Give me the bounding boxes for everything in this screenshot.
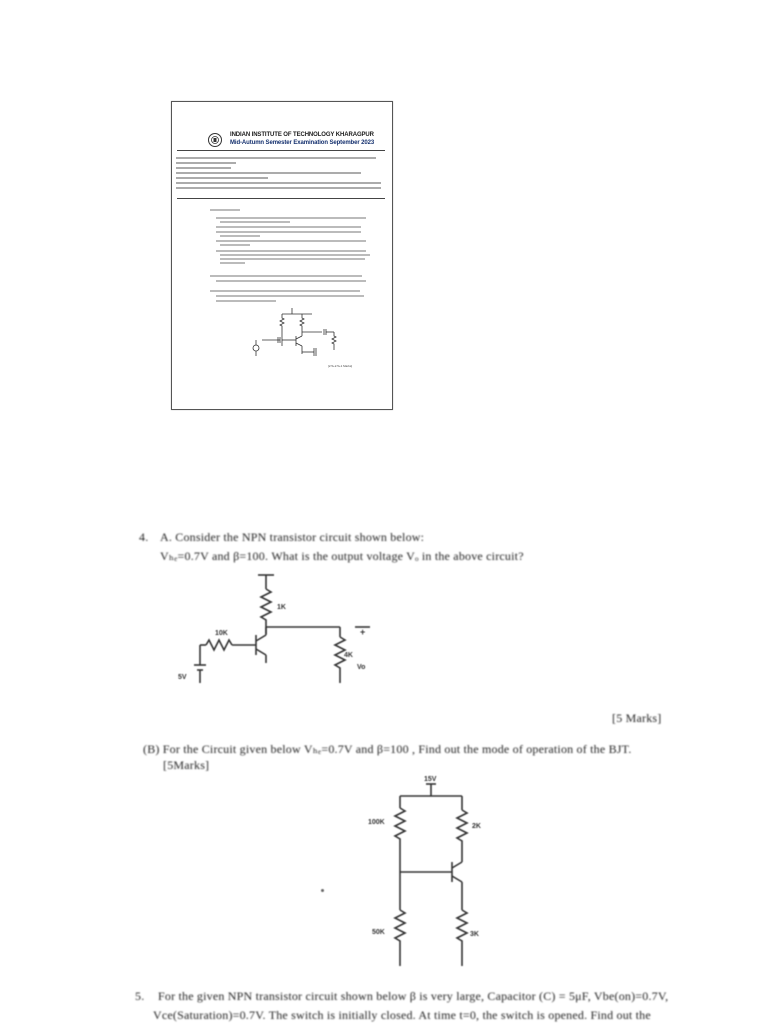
exam-paper-image xyxy=(171,101,393,410)
q4b-label-r1: 100K xyxy=(368,819,385,826)
q4a-text-line1: A. Consider the NPN transistor circuit shown below: xyxy=(160,530,425,544)
q4b-text-line1: (B) For the Circuit given below Vₕₑ=0.7V and β=100 , Find out the mode of operation of the BJT. xyxy=(143,742,632,756)
q4a-label-output: Vo xyxy=(357,664,366,671)
q5-number: 5. xyxy=(135,989,145,1003)
q4b-label-r2: 50K xyxy=(372,929,385,936)
q4a-label-load: 4K xyxy=(344,652,353,659)
institute-logo-icon xyxy=(205,132,225,148)
q4a-label-plus: + xyxy=(360,627,366,637)
q4b-label-rc: 2K xyxy=(472,823,481,830)
institute-name: INDIAN INSTITUTE OF TECHNOLOGY KHARAGPUR xyxy=(230,132,374,138)
q4a-circuit-diagram xyxy=(170,565,390,715)
scan-speck xyxy=(321,889,324,892)
q4a-marks: [5 Marks] xyxy=(612,711,662,725)
q5-text-line2: Vce(Saturation)=0.7V. The switch is initially closed. At time t=0, the switch is opened. Find out the xyxy=(153,1008,651,1022)
q4b-circuit-diagram xyxy=(360,770,490,980)
q4a-text-line2: Vₕₑ=0.7V and β=100. What is the output voltage Vₒ in the above circuit? xyxy=(160,549,524,563)
exam-mini-circuit xyxy=(242,306,352,361)
exam-title: Mid-Autumn Semester Examination September 2023 xyxy=(230,140,375,146)
exam-question-marks: [2.5+2.5+1 Marks] xyxy=(328,364,353,368)
q5-text-line1: For the given NPN transistor circuit shown below β is very large, Capacitor (C) = 5μF, Vbe(on)=0.7V, xyxy=(158,989,669,1003)
q4-number: 4. xyxy=(139,530,149,544)
q4b-label-re: 3K xyxy=(470,931,479,938)
q4a-label-source: 5V xyxy=(178,674,187,681)
q4b-text-line2: [5Marks] xyxy=(163,758,210,772)
q4a-label-rb: 10K xyxy=(215,630,228,637)
q4b-label-supply: 15V xyxy=(424,776,437,783)
header-rule xyxy=(177,150,385,151)
q4a-label-rc: 1K xyxy=(277,604,286,611)
